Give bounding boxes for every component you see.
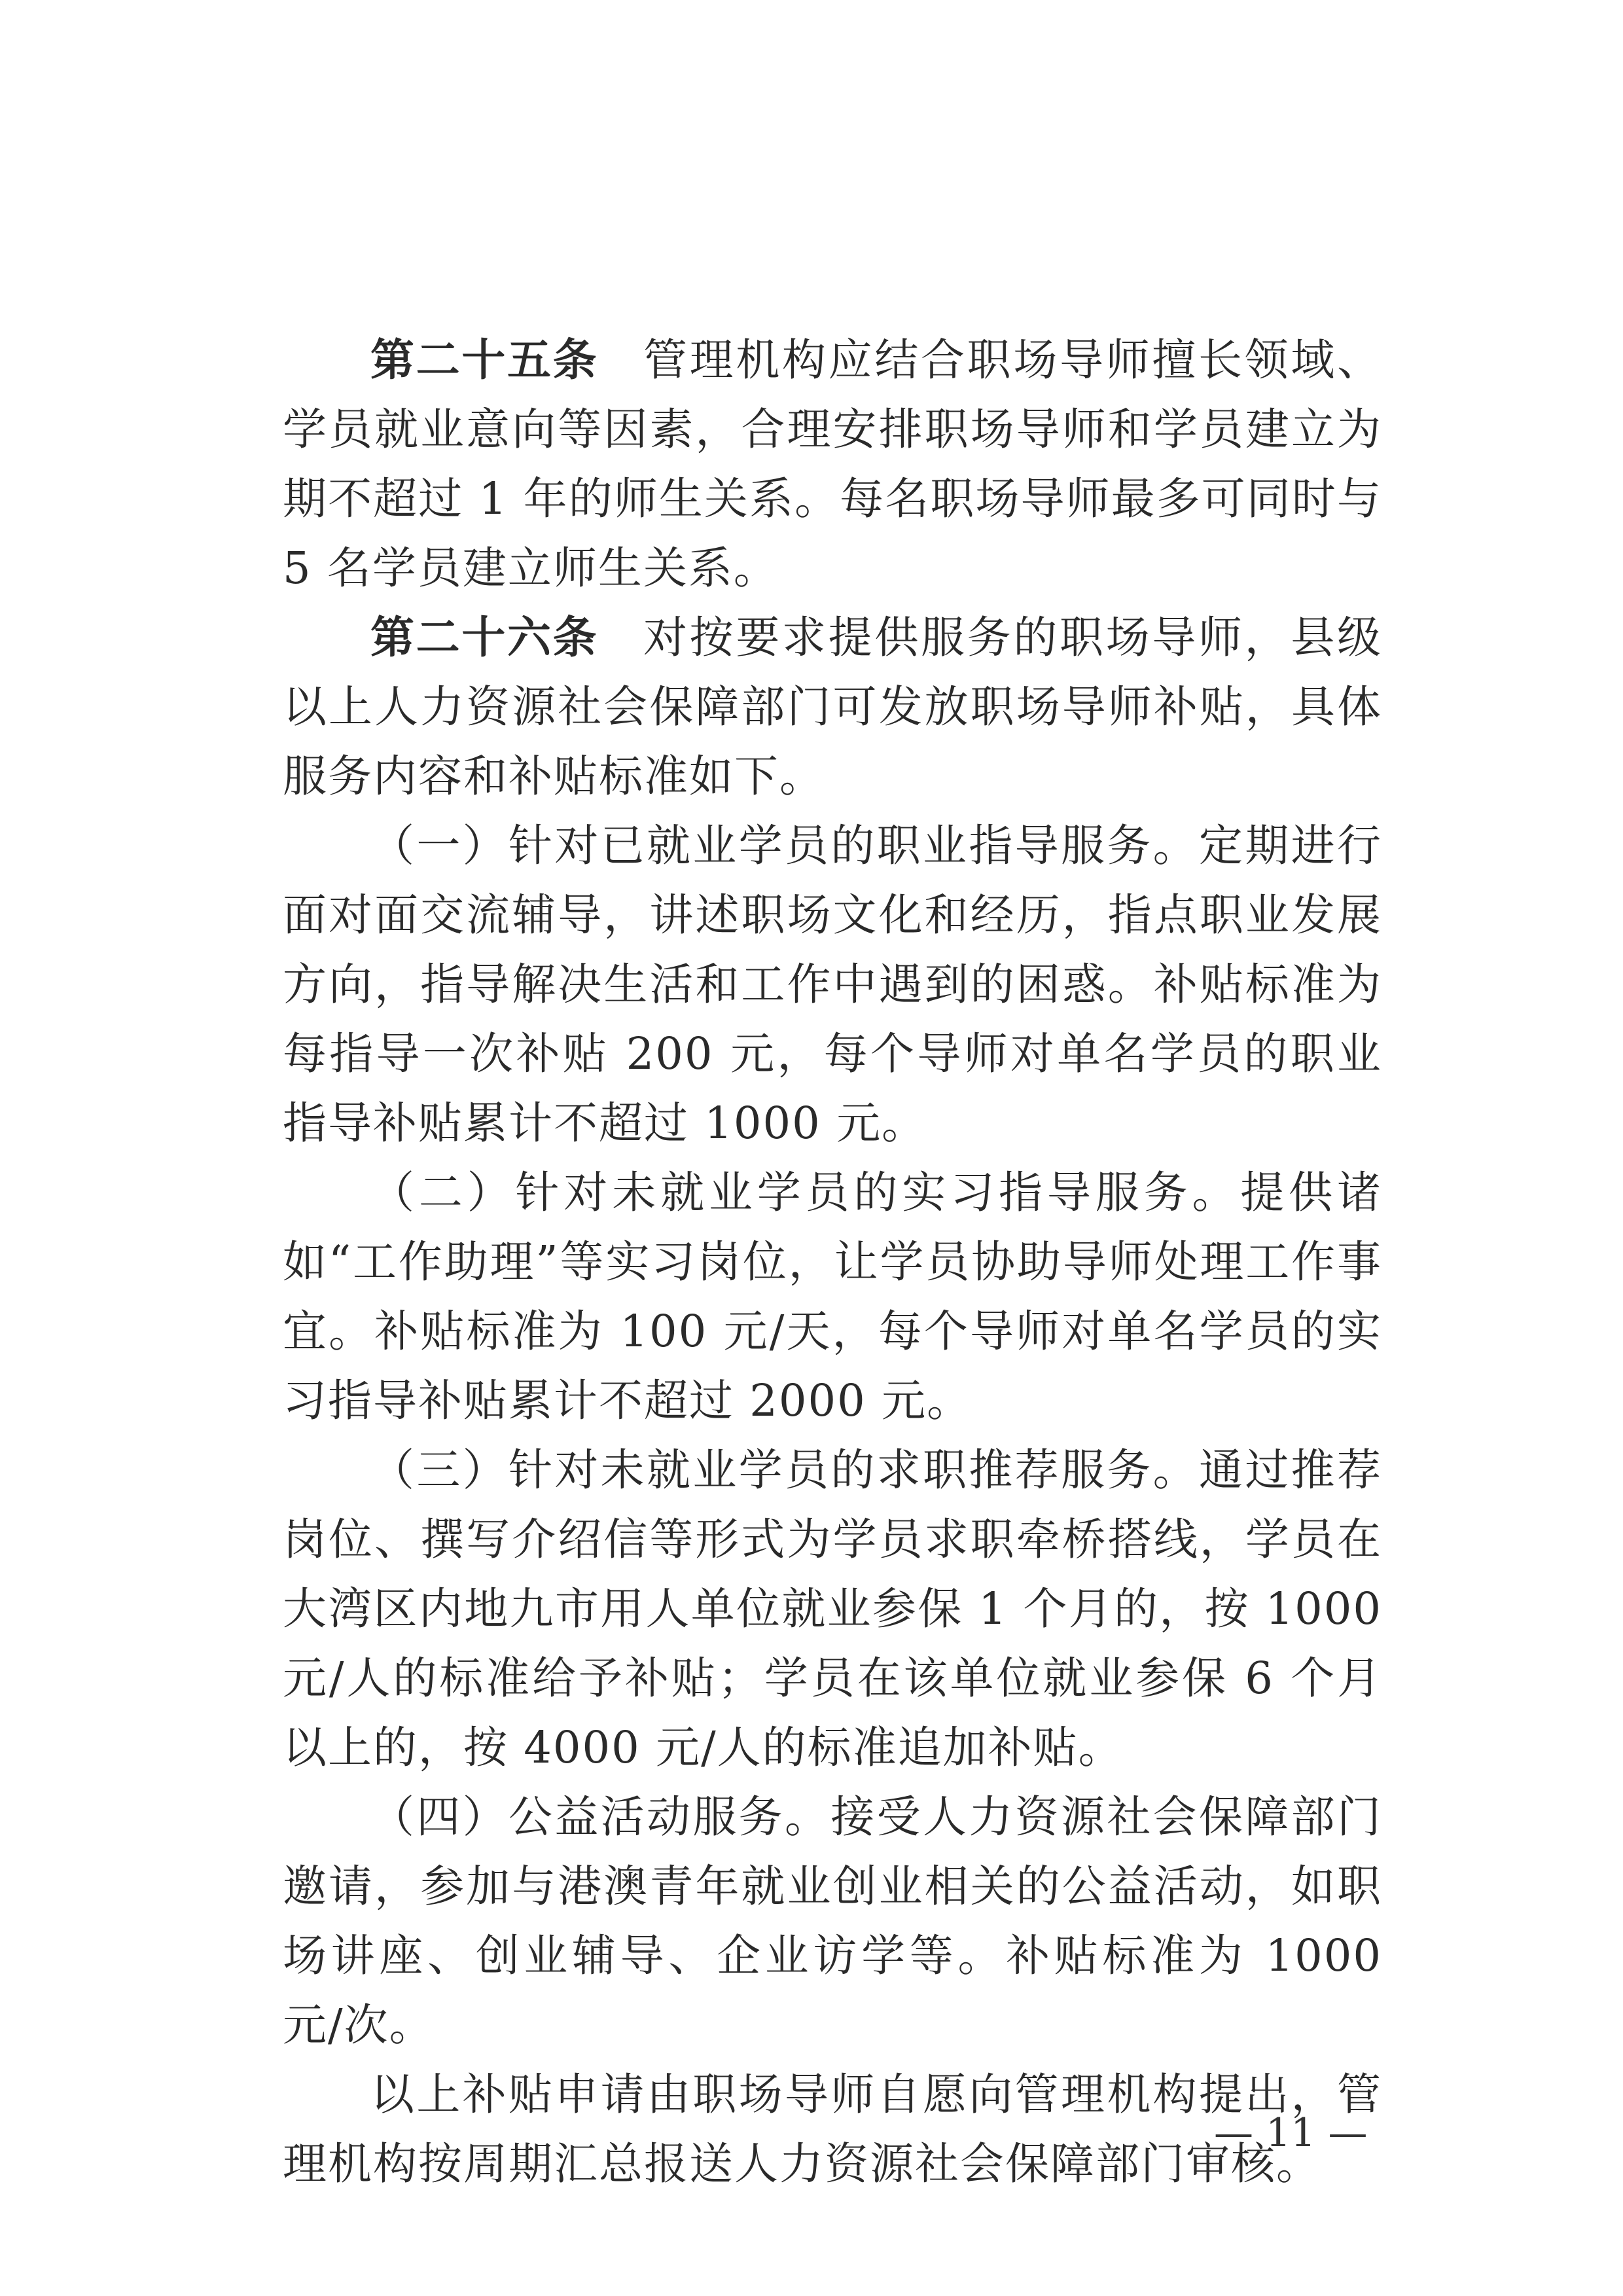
article-26-paragraph (283, 603, 1382, 811)
item-2-paragraph: （二）针对未就业学员的实习指导服务。提供诸如“工作助理”等实习岗位，让学员协助导师处理工作事宜。补贴标准为 100 元/天，每个导师对单名学员的实习指导补贴累计不超过 2000 元。 (283, 1167, 1382, 1426)
closing-paragraph: 以上补贴申请由职场导师自愿向管理机构提出，管理机构按周期汇总报送人力资源社会保障部门审核。 (283, 2069, 1382, 2189)
article-25-label: 第二十五条 (370, 334, 599, 386)
item-1-paragraph: （一）针对已就业学员的职业指导服务。定期进行面对面交流辅导，讲述职场文化和经历，指点职业发展方向，指导解决生活和工作中遇到的困惑。补贴标准为每指导一次补贴 200 元，每个导师对单名学员的职业指导补贴累计不超过 1000 元。 (283, 820, 1382, 1149)
article-25-text: 管理机构应结合职场导师擅长领域、学员就业意向等因素，合理安排职场导师和学员建立为期不超过 1 年的师生关系。每名职场导师最多可同时与 5 名学员建立师生关系。 (283, 334, 1383, 594)
page-number: — 11 — (1214, 2110, 1368, 2156)
article-25-paragraph (283, 325, 1382, 603)
item-3-paragraph: （三）针对未就业学员的求职推荐服务。通过推荐岗位、撰写介绍信等形式为学员求职牵桥搭线，学员在大湾区内地九市用人单位就业参保 1 个月的，按 1000 元/人的标准给予补贴；学员在该单位就业参保 6 个月以上的，按 4000 元/人的标准追加补贴。 (283, 1444, 1382, 1773)
article-26-text: 对按要求提供服务的职场导师，县级以上人力资源社会保障部门可发放职场导师补贴，具体服务内容和补贴标准如下。 (283, 612, 1383, 802)
document-body (283, 325, 1382, 2198)
item-4-paragraph: （四）公益活动服务。接受人力资源社会保障部门邀请，参加与港澳青年就业创业相关的公益活动，如职场讲座、创业辅导、企业访学等。补贴标准为 1000 元/次。 (283, 1791, 1382, 2051)
article-26-label: 第二十六条 (370, 611, 599, 663)
